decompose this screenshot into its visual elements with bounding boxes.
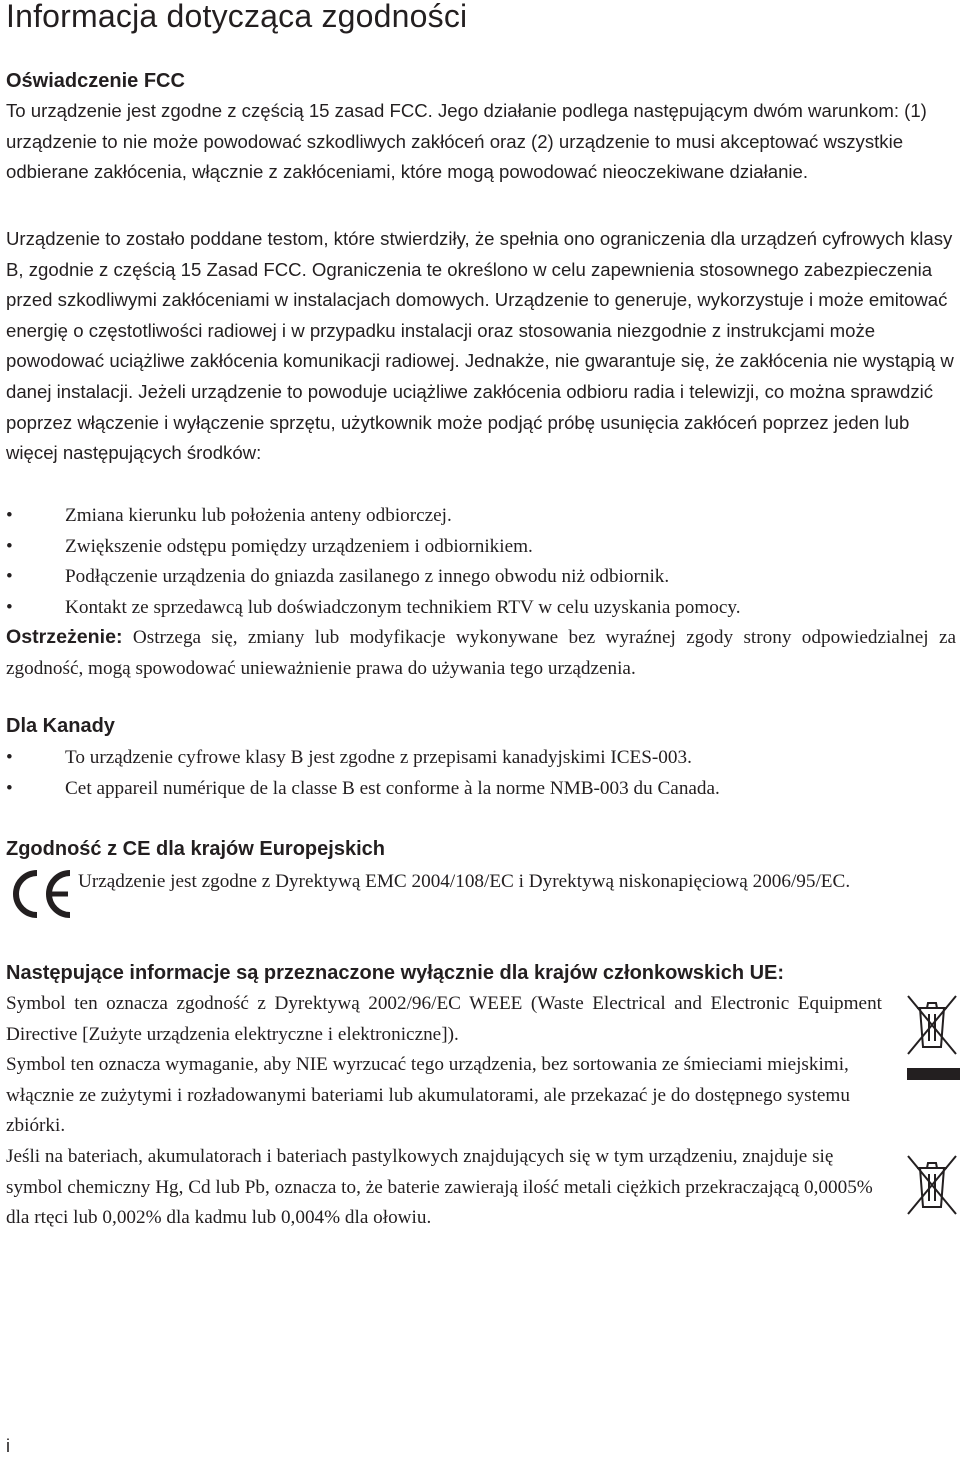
fcc-heading: Oświadczenie FCC — [6, 70, 185, 92]
list-item: • Kontakt ze sprzedawcą lub doświadczonym technikiem RTV w celu uzyskania pomocy. — [6, 596, 741, 618]
ce-mark-icon — [8, 868, 74, 925]
warning-text: Ostrzega się, zmiany lub modyfikacje wykonywane bez wyraźnej zgody strony odpowiedzialnej za zgodność, mogą spowodować unieważnienie prawa do używania tego urządzenia. — [6, 627, 956, 679]
eu-paragraph-1: Symbol ten oznacza zgodność z Dyrektywą 2002/96/EC WEEE (Waste Electrical and Electronic Equipment Directive [Zużyte urządzenia elektryczne i elektroniczne]). — [6, 993, 882, 1045]
list-item: • Zmiana kierunku lub położenia anteny odbiorczej. — [6, 505, 452, 526]
list-item: • To urządzenie cyfrowe klasy B jest zgodne z przepisami kanadyjskimi ICES-003. — [6, 747, 692, 768]
page-title: Informacja dotycząca zgodności — [6, 0, 468, 34]
eu-paragraph-2: Symbol ten oznacza wymaganie, aby NIE wyrzucać tego urządzenia, bez sortowania ze śmieciami miejskimi, włącznie ze zużytymi i rozładowanymi bateriami lub akumulatorami, ale przekazać je do dostępnego systemu zbiórki. — [6, 1054, 850, 1137]
fcc-paragraph-2-text: Urządzenie to zostało poddane testom, które stwierdziły, że spełnia ono ograniczenia dla urządzeń cyfrowych klasy B, zgodnie z częścią 15 Zasad FCC. Ograniczenia te określono w celu zapewnienia stosownego zabezpieczenia przed szkodliwymi zakłóceniami w instalacjach domowych. Urządzenie to generuje, wykorzystuje i może emitować energię o częstotliwości radiowej i w przypadku instalacji oraz stosowania niezgodnie z instrukcjami może powodować uciążliwe zakłócenia komunikacji radiowej. Jednakże, nie gwarantuje się, że zakłócenia nie wystąpią w danej instalacji. Jeżeli urządzenie to powoduje uciążliwe zakłócenia odbioru radia i telewizji, co można sprawdzić poprzez włączenie i wyłączenie sprzętu, użytkownik może podjąć próbę usunięcia zakłóceń poprzez jeden lub więcej następujących środków: — [6, 228, 954, 464]
fcc-paragraph-2 — [6, 224, 954, 469]
list-item: • Cet appareil numérique de la classe B est conforme à la norme NMB-003 du Canada. — [6, 777, 720, 799]
crossed-out-bin-with-bar-icon — [903, 992, 960, 1091]
fcc-paragraph-1: To urządzenie jest zgodne z częścią 15 zasad FCC. Jego działanie podlega następującym dwóm warunkom: (1) urządzenie to nie może powodować szkodliwych zakłóceń oraz (2) urządzenie to musi akceptować wszystkie odbierane zakłócenia, włącznie z zakłóceniami, które mogą powodować nieoczekiwane działanie. — [6, 100, 927, 183]
fcc-warning — [6, 622, 956, 684]
crossed-out-bin-icon — [903, 1152, 960, 1225]
list-item: • Podłączenie urządzenia do gniazda zasilanego z innego obwodu niż odbiornik. — [6, 566, 670, 588]
page-number: i — [6, 1436, 10, 1456]
list-item: • Zwiększenie odstępu pomiędzy urządzeniem i odbiornikiem. — [6, 535, 533, 557]
eu-paragraph-3: Jeśli na bateriach, akumulatorach i bateriach pastylkowych znajdujących się w tym urządzeniu, znajduje się symbol chemiczny Hg, Cd lub Pb, oznacza to, że baterie zawierają ilość metali ciężkich przekraczającą 0,0005% dla rtęci lub 0,002% dla kadmu lub 0,004% dla ołowiu. — [6, 1146, 873, 1229]
eu-heading: Następujące informacje są przeznaczone wyłącznie dla krajów członkowskich UE: — [6, 962, 785, 984]
canada-heading: Dla Kanady — [6, 715, 115, 737]
ce-heading: Zgodność z CE dla krajów Europejskich — [6, 838, 385, 860]
canada-bullet-list — [6, 743, 956, 804]
warning-label: Ostrzeżenie: — [6, 626, 123, 648]
fcc-bullet-list — [6, 501, 956, 623]
ce-text: Urządzenie jest zgodne z Dyrektywą EMC 2004/108/EC i Dyrektywą niskonapięciową 2006/95/EC. — [78, 871, 851, 892]
